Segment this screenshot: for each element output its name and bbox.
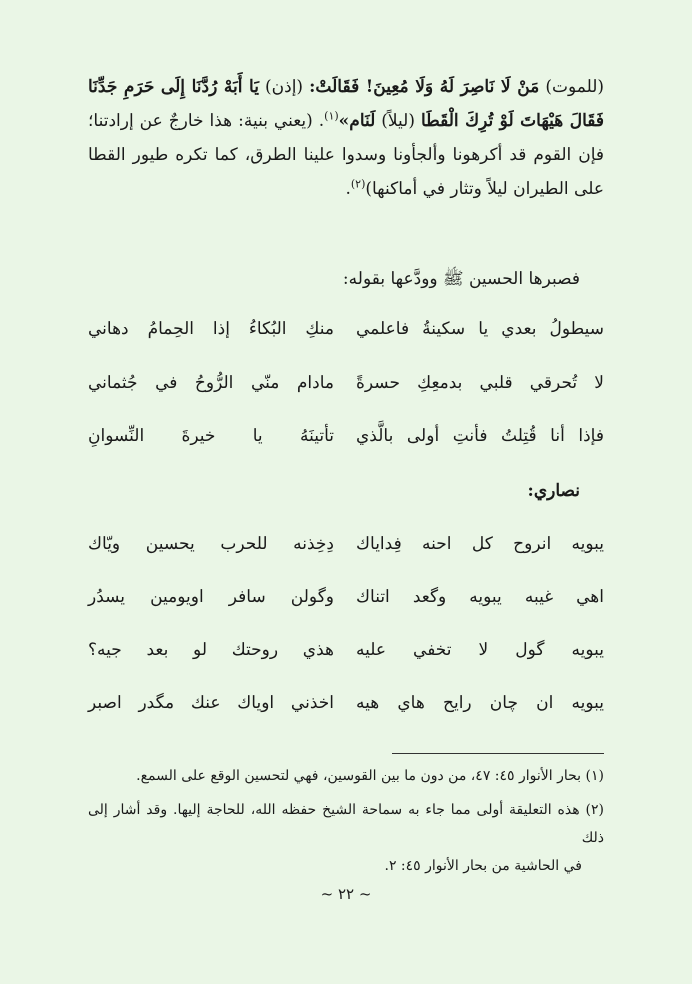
quote-text-1: مَنْ لَا نَاصِرَ لَهُ وَلَا مُعِينَ! فَقَالَتْ: — [309, 77, 540, 97]
verse-first-hemistich: سيطولُ بعدي يا سكينةُ فاعلمي — [356, 319, 604, 339]
verse-row — [88, 419, 604, 453]
footnote-marker-1: (١) — [324, 109, 339, 123]
prose-mid-2: (ليلاً) — [375, 111, 421, 131]
verse-row — [88, 527, 604, 561]
prose-mid-1: (إذن) — [258, 77, 310, 97]
verse-first-hemistich: لا تُحرقي قلبي بدمعِكِ حسرةً — [356, 373, 604, 393]
verse-first-hemistich: اهي غيبه يبويه وگعد اتناك — [356, 587, 604, 607]
verse-row — [88, 312, 604, 346]
verse-row — [88, 366, 604, 400]
footnote-1-text: بحار الأنوار ٤٥: ٤٧، من دون ما بين القوسين، فهي لتحسين الوقع على السمع. — [136, 768, 586, 784]
verse-second-hemistich: منكِ البُكاءُ إذا الحِمامُ دهاني — [88, 319, 334, 339]
page-number: ~ ٢٢ ~ — [320, 885, 372, 903]
footnote-1 — [88, 762, 604, 790]
quote-text-3: لَنَام» — [338, 111, 376, 131]
quote-text-2: يَا أَبَهْ رُدَّنَا إِلَى حَرَمِ جَدِّنَا فَقَالَ هَيْهَاتَ لَوْ تُرِكَ الْقَطَا — [88, 77, 604, 131]
verse-second-hemistich: وگولن سافر اويومين يسدُر — [88, 587, 334, 607]
verse-row — [88, 580, 604, 614]
footnote-marker-2: (٢) — [350, 177, 366, 191]
footnote-2-continuation: في الحاشية من بحار الأنوار ٤٥: ٢. — [384, 858, 582, 874]
verse-first-hemistich: يبويه انروح كل احنه فِداياك — [356, 534, 604, 554]
verse-second-hemistich: هذي روحتك لو بعد جيه؟ — [88, 640, 334, 660]
verse-row — [88, 633, 604, 667]
footnote-2-text: هذه التعليقة أولى مما جاء به سماحة الشيخ حفظه الله، للحاجة إليها. وقد أشار إلى ذلك — [88, 802, 604, 846]
verse-second-hemistich: مادام منّي الرُّوحُ في جُثماني — [88, 373, 334, 393]
footnote-1-marker: (١) — [585, 768, 604, 784]
verse-second-hemistich: تأتينَهُ يا خيرةَ النِّسوانِ — [88, 426, 334, 446]
verse-row — [88, 686, 604, 720]
footnote-2-marker: (٢) — [585, 802, 604, 818]
verse-first-hemistich: فإذا أنا قُتِلتُ فأنتِ أولى بالَّذي — [356, 426, 604, 446]
footnote-2 — [88, 796, 604, 880]
verse-first-hemistich: يبويه گول لا تخفي عليه — [356, 640, 604, 660]
prose-open: (للموت) — [539, 77, 605, 97]
prose-explanation: . (يعني بنية: هذا خارجٌ عن إرادتنا؛ فإن القوم قد أكرهونا وألجأونا وسدوا علينا الطرق، كما تكره طيور القطا على الطيران ليلاً وتثار في أماكنها) — [88, 111, 604, 199]
intro-line: فصبرها الحسين ﷺ وودَّعها بقوله: — [342, 269, 580, 289]
main-paragraph — [88, 70, 604, 206]
footnotes — [88, 762, 604, 886]
section-heading-nassari: نصاري: — [527, 481, 580, 501]
prose-end: . — [345, 179, 351, 199]
verse-second-hemistich: اخذني اوياك عنك مگدر اصبر — [88, 693, 334, 713]
verse-second-hemistich: دِخِذنه للحرب يحسين ويّاك — [88, 534, 334, 554]
footnote-separator — [392, 753, 604, 754]
verse-first-hemistich: يبويه ان چان رايح هاي هيه — [356, 693, 604, 713]
